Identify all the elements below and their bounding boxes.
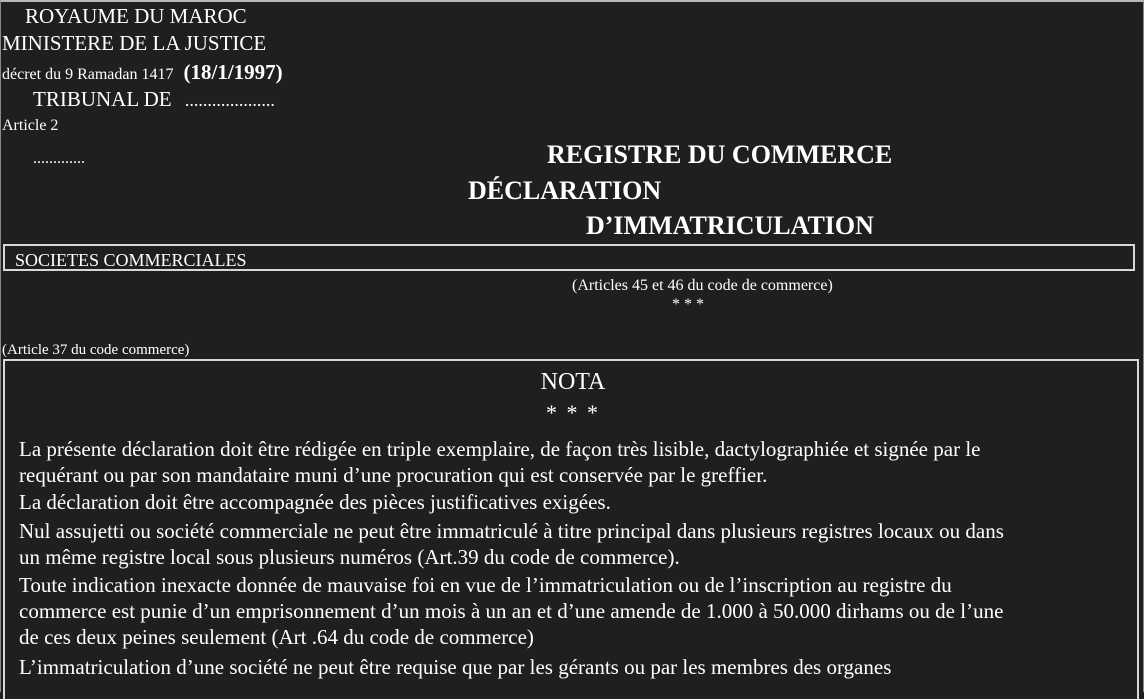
title-declaration: DÉCLARATION [468,176,662,205]
nota-line: requérant ou par son mandataire muni d’une procuration qui est conservée par le greffier. [19,463,768,487]
nota-line: La déclaration doit être accompagnée des pièces justificatives exigées. [19,490,611,514]
title-immatriculation: D’IMMATRICULATION [586,211,874,240]
country-name: ROYAUME DU MAROC [25,4,247,28]
reference-articles-45-46: (Articles 45 et 46 du code de commerce) [572,277,833,294]
tribunal-dots: .................... [184,90,275,110]
nota-line: Toute indication inexacte donnée de mauvaise foi en vue de l’immatriculation ou de l’inscription au registre du [19,573,952,597]
decree-date: (18/1/1997) [183,60,283,84]
nota-box [3,359,1139,699]
reference-article-37: (Article 37 du code commerce) [2,342,190,358]
nota-stars: * * * [546,400,600,425]
section-label: SOCIETES COMMERCIALES [15,250,247,270]
nota-line: commerce est punie d’un emprisonnement d’un mois à un an et d’une amende de 1.000 à 50.000 dirhams ou de l’une [19,599,1004,623]
ministry-name: MINISTERE DE LA JUSTICE [2,31,267,55]
nota-line: L’immatriculation d’une société ne peut être requise que par les gérants ou par les membres des organes [19,655,892,679]
title-registre: REGISTRE DU COMMERCE [547,140,893,169]
nota-line: de ces deux peines seulement (Art .64 du code de commerce) [19,625,534,649]
reference-stars: * * * [672,296,704,313]
decree-line [2,60,283,85]
nota-line: La présente déclaration doit être rédigée en triple exemplaire, de façon très lisible, dactylographiée et signée par le [19,437,981,461]
header-dots: ............. [33,150,85,167]
nota-line: un même registre local sous plusieurs numéros (Art.39 du code de commerce). [19,545,680,569]
article-label: Article 2 [2,117,59,134]
section-box [3,244,1135,271]
decree-text: décret du 9 Ramadan 1417 [2,66,174,83]
tribunal-label: TRIBUNAL DE [33,87,172,111]
tribunal-line [33,87,275,112]
nota-title: NOTA [540,369,606,395]
nota-line: Nul assujetti ou société commerciale ne peut être immatriculé à titre principal dans plusieurs registres locaux ou dans [19,519,1004,543]
